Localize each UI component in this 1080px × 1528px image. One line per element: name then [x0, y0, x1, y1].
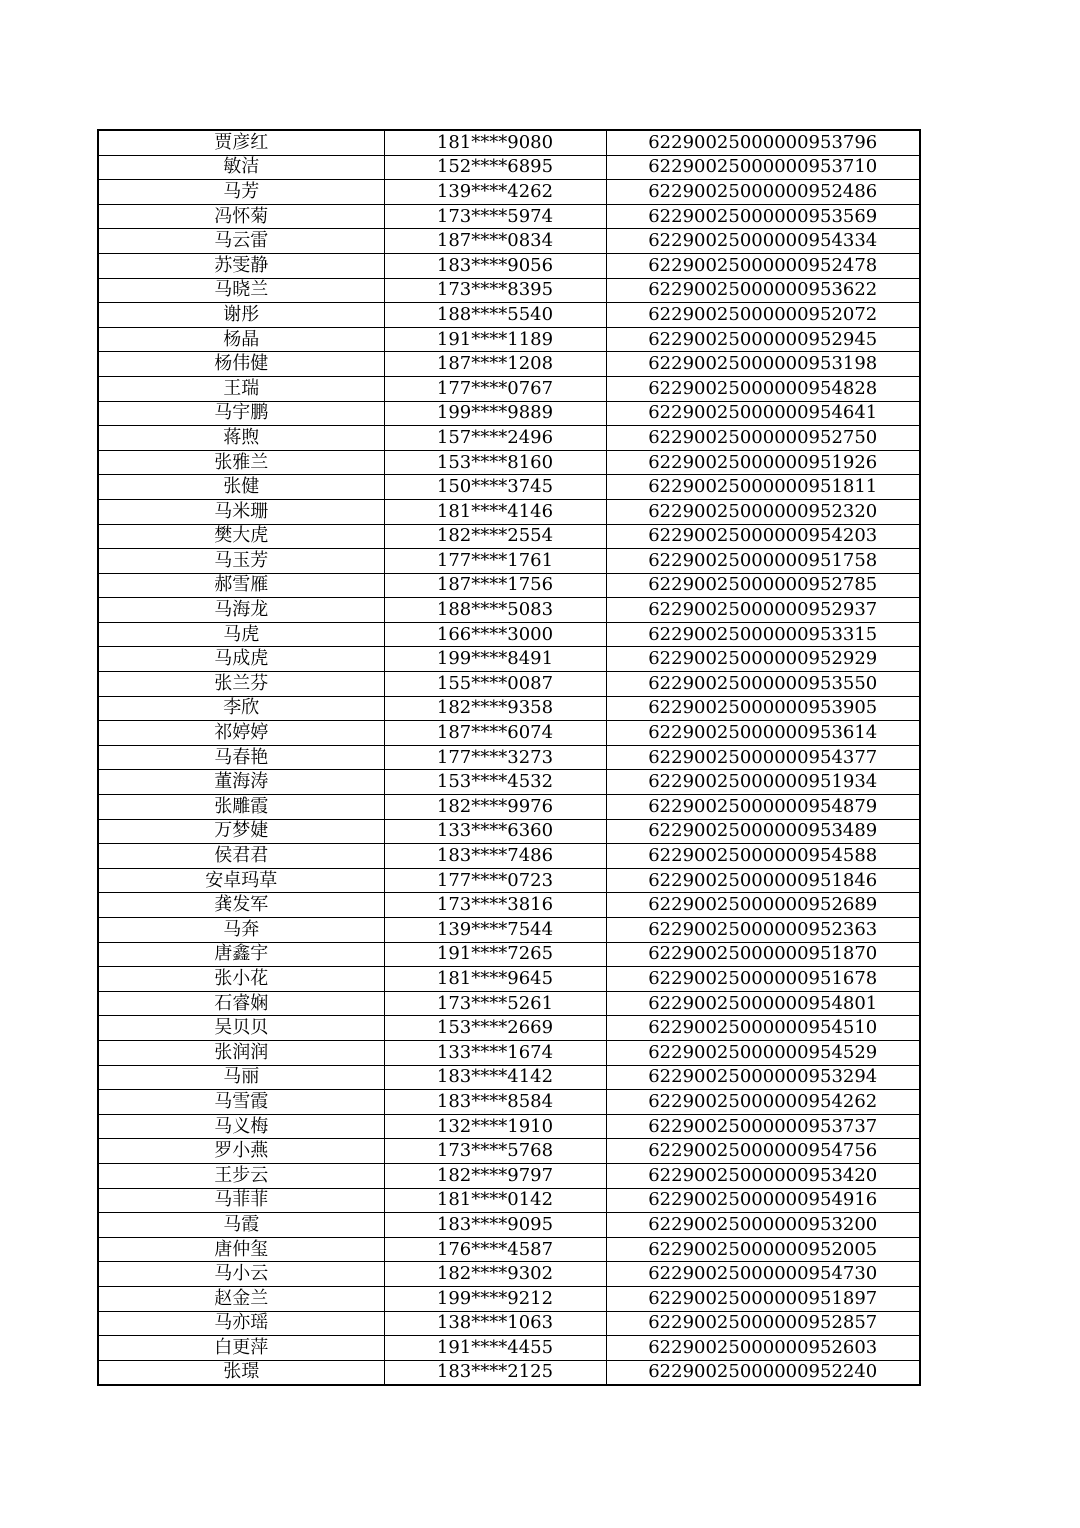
table-row [98, 327, 920, 352]
card-number-cell: 62290025000000953905 [606, 696, 920, 721]
phone-cell: 139****7544 [384, 918, 606, 943]
card-number-cell: 62290025000000951678 [606, 967, 920, 992]
phone-cell: 183****9056 [384, 253, 606, 278]
table-row [98, 967, 920, 992]
name-cell: 张雕霞 [98, 795, 384, 820]
card-number-cell: 62290025000000953489 [606, 819, 920, 844]
phone-cell: 166****3000 [384, 622, 606, 647]
name-cell: 马亦瑶 [98, 1311, 384, 1336]
name-cell: 马云雷 [98, 229, 384, 254]
card-number-cell: 62290025000000953710 [606, 155, 920, 180]
name-cell: 马义梅 [98, 1114, 384, 1139]
name-cell: 安卓玛草 [98, 868, 384, 893]
name-cell: 马海龙 [98, 598, 384, 623]
card-number-cell: 62290025000000953420 [606, 1163, 920, 1188]
table-row [98, 352, 920, 377]
table-row [98, 130, 920, 155]
name-cell: 马芳 [98, 180, 384, 205]
table-row [98, 426, 920, 451]
card-number-cell: 62290025000000952750 [606, 426, 920, 451]
name-cell: 马奔 [98, 918, 384, 943]
name-cell: 龚发军 [98, 893, 384, 918]
phone-cell: 173****5768 [384, 1139, 606, 1164]
name-cell: 马玉芳 [98, 549, 384, 574]
table-row [98, 819, 920, 844]
table-row [98, 918, 920, 943]
card-number-cell: 62290025000000952486 [606, 180, 920, 205]
card-number-cell: 62290025000000952785 [606, 573, 920, 598]
phone-cell: 182****9358 [384, 696, 606, 721]
phone-cell: 173****3816 [384, 893, 606, 918]
table-row [98, 1139, 920, 1164]
table-row [98, 696, 920, 721]
phone-cell: 139****4262 [384, 180, 606, 205]
table-row [98, 1360, 920, 1385]
name-cell: 张健 [98, 475, 384, 500]
table-row [98, 672, 920, 697]
card-number-cell: 62290025000000952689 [606, 893, 920, 918]
table-row [98, 376, 920, 401]
table-row [98, 253, 920, 278]
card-number-cell: 62290025000000954916 [606, 1188, 920, 1213]
card-number-cell: 62290025000000954377 [606, 745, 920, 770]
table-row [98, 573, 920, 598]
phone-cell: 199****8491 [384, 647, 606, 672]
name-cell: 张小花 [98, 967, 384, 992]
roster-table [97, 129, 921, 1386]
name-cell: 郝雪雁 [98, 573, 384, 598]
table-row [98, 1114, 920, 1139]
table-row [98, 1336, 920, 1361]
name-cell: 马雪霞 [98, 1090, 384, 1115]
phone-cell: 153****4532 [384, 770, 606, 795]
table-row [98, 1163, 920, 1188]
table-row [98, 401, 920, 426]
name-cell: 祁婷婷 [98, 721, 384, 746]
name-cell: 赵金兰 [98, 1286, 384, 1311]
phone-cell: 183****9095 [384, 1213, 606, 1238]
table-row [98, 770, 920, 795]
name-cell: 谢彤 [98, 303, 384, 328]
phone-cell: 176****4587 [384, 1237, 606, 1262]
name-cell: 贾彦红 [98, 130, 384, 155]
card-number-cell: 62290025000000952320 [606, 499, 920, 524]
table-row [98, 204, 920, 229]
card-number-cell: 62290025000000953614 [606, 721, 920, 746]
card-number-cell: 62290025000000953569 [606, 204, 920, 229]
name-cell: 吴贝贝 [98, 1016, 384, 1041]
card-number-cell: 62290025000000954588 [606, 844, 920, 869]
phone-cell: 133****6360 [384, 819, 606, 844]
phone-cell: 187****1208 [384, 352, 606, 377]
table-row [98, 1237, 920, 1262]
card-number-cell: 62290025000000953315 [606, 622, 920, 647]
table-row [98, 1213, 920, 1238]
name-cell: 马宇鹏 [98, 401, 384, 426]
card-number-cell: 62290025000000954262 [606, 1090, 920, 1115]
phone-cell: 182****9302 [384, 1262, 606, 1287]
card-number-cell: 62290025000000952945 [606, 327, 920, 352]
card-number-cell: 62290025000000954334 [606, 229, 920, 254]
table-row [98, 450, 920, 475]
phone-cell: 132****1910 [384, 1114, 606, 1139]
phone-cell: 157****2496 [384, 426, 606, 451]
phone-cell: 182****9797 [384, 1163, 606, 1188]
table-row [98, 1262, 920, 1287]
table-row [98, 622, 920, 647]
phone-cell: 188****5083 [384, 598, 606, 623]
name-cell: 杨伟健 [98, 352, 384, 377]
phone-cell: 191****1189 [384, 327, 606, 352]
name-cell: 敏洁 [98, 155, 384, 180]
name-cell: 马丽 [98, 1065, 384, 1090]
table-row [98, 893, 920, 918]
name-cell: 张雅兰 [98, 450, 384, 475]
name-cell: 马虎 [98, 622, 384, 647]
phone-cell: 182****2554 [384, 524, 606, 549]
card-number-cell: 62290025000000953737 [606, 1114, 920, 1139]
card-number-cell: 62290025000000952937 [606, 598, 920, 623]
card-number-cell: 62290025000000954510 [606, 1016, 920, 1041]
card-number-cell: 62290025000000952072 [606, 303, 920, 328]
name-cell: 张璟 [98, 1360, 384, 1385]
card-number-cell: 62290025000000951934 [606, 770, 920, 795]
phone-cell: 183****4142 [384, 1065, 606, 1090]
phone-cell: 173****5261 [384, 991, 606, 1016]
phone-cell: 138****1063 [384, 1311, 606, 1336]
phone-cell: 187****6074 [384, 721, 606, 746]
phone-cell: 177****0767 [384, 376, 606, 401]
phone-cell: 133****1674 [384, 1040, 606, 1065]
card-number-cell: 62290025000000953200 [606, 1213, 920, 1238]
phone-cell: 153****8160 [384, 450, 606, 475]
card-number-cell: 62290025000000954879 [606, 795, 920, 820]
card-number-cell: 62290025000000953294 [606, 1065, 920, 1090]
phone-cell: 191****7265 [384, 942, 606, 967]
table-row [98, 278, 920, 303]
name-cell: 苏雯静 [98, 253, 384, 278]
phone-cell: 155****0087 [384, 672, 606, 697]
table-row [98, 1040, 920, 1065]
name-cell: 万梦婕 [98, 819, 384, 844]
phone-cell: 199****9889 [384, 401, 606, 426]
phone-cell: 183****7486 [384, 844, 606, 869]
name-cell: 马菲菲 [98, 1188, 384, 1213]
name-cell: 王瑞 [98, 376, 384, 401]
phone-cell: 183****8584 [384, 1090, 606, 1115]
card-number-cell: 62290025000000951811 [606, 475, 920, 500]
card-number-cell: 62290025000000952240 [606, 1360, 920, 1385]
card-number-cell: 62290025000000954203 [606, 524, 920, 549]
phone-cell: 182****9976 [384, 795, 606, 820]
card-number-cell: 62290025000000954756 [606, 1139, 920, 1164]
name-cell: 马成虎 [98, 647, 384, 672]
table-row [98, 942, 920, 967]
phone-cell: 150****3745 [384, 475, 606, 500]
card-number-cell: 62290025000000954801 [606, 991, 920, 1016]
phone-cell: 177****1761 [384, 549, 606, 574]
phone-cell: 153****2669 [384, 1016, 606, 1041]
phone-cell: 173****8395 [384, 278, 606, 303]
name-cell: 樊大虎 [98, 524, 384, 549]
card-number-cell: 62290025000000952857 [606, 1311, 920, 1336]
card-number-cell: 62290025000000953550 [606, 672, 920, 697]
table-row [98, 868, 920, 893]
card-number-cell: 62290025000000953198 [606, 352, 920, 377]
table-row [98, 1016, 920, 1041]
card-number-cell: 62290025000000951846 [606, 868, 920, 893]
phone-cell: 177****0723 [384, 868, 606, 893]
phone-cell: 173****5974 [384, 204, 606, 229]
name-cell: 马春艳 [98, 745, 384, 770]
phone-cell: 187****1756 [384, 573, 606, 598]
phone-cell: 181****0142 [384, 1188, 606, 1213]
name-cell: 唐鑫宇 [98, 942, 384, 967]
name-cell: 唐仲玺 [98, 1237, 384, 1262]
name-cell: 石睿娴 [98, 991, 384, 1016]
card-number-cell: 62290025000000951870 [606, 942, 920, 967]
name-cell: 冯怀菊 [98, 204, 384, 229]
name-cell: 王步云 [98, 1163, 384, 1188]
card-number-cell: 62290025000000952363 [606, 918, 920, 943]
card-number-cell: 62290025000000952929 [606, 647, 920, 672]
table-row [98, 1090, 920, 1115]
table-row [98, 180, 920, 205]
name-cell: 董海涛 [98, 770, 384, 795]
phone-cell: 183****2125 [384, 1360, 606, 1385]
name-cell: 马晓兰 [98, 278, 384, 303]
card-number-cell: 62290025000000954529 [606, 1040, 920, 1065]
name-cell: 马米珊 [98, 499, 384, 524]
card-number-cell: 62290025000000952005 [606, 1237, 920, 1262]
card-number-cell: 62290025000000953796 [606, 130, 920, 155]
phone-cell: 181****4146 [384, 499, 606, 524]
name-cell: 蒋煦 [98, 426, 384, 451]
card-number-cell: 62290025000000951926 [606, 450, 920, 475]
phone-cell: 187****0834 [384, 229, 606, 254]
table-row [98, 524, 920, 549]
name-cell: 白更萍 [98, 1336, 384, 1361]
card-number-cell: 62290025000000954730 [606, 1262, 920, 1287]
phone-cell: 188****5540 [384, 303, 606, 328]
table-row [98, 303, 920, 328]
table-row [98, 991, 920, 1016]
name-cell: 杨晶 [98, 327, 384, 352]
table-row [98, 1065, 920, 1090]
table-row [98, 1286, 920, 1311]
name-cell: 侯君君 [98, 844, 384, 869]
table-row [98, 229, 920, 254]
table-row [98, 745, 920, 770]
name-cell: 李欣 [98, 696, 384, 721]
card-number-cell: 62290025000000952478 [606, 253, 920, 278]
table-row [98, 155, 920, 180]
card-number-cell: 62290025000000954641 [606, 401, 920, 426]
table-row [98, 647, 920, 672]
phone-cell: 191****4455 [384, 1336, 606, 1361]
table-row [98, 475, 920, 500]
phone-cell: 177****3273 [384, 745, 606, 770]
card-number-cell: 62290025000000954828 [606, 376, 920, 401]
table-row [98, 499, 920, 524]
phone-cell: 199****9212 [384, 1286, 606, 1311]
name-cell: 张润润 [98, 1040, 384, 1065]
phone-cell: 181****9645 [384, 967, 606, 992]
phone-cell: 181****9080 [384, 130, 606, 155]
table-row [98, 549, 920, 574]
roster-table-body [98, 130, 920, 1385]
table-row [98, 1311, 920, 1336]
phone-cell: 152****6895 [384, 155, 606, 180]
name-cell: 张兰芬 [98, 672, 384, 697]
card-number-cell: 62290025000000952603 [606, 1336, 920, 1361]
name-cell: 罗小燕 [98, 1139, 384, 1164]
name-cell: 马霞 [98, 1213, 384, 1238]
table-row [98, 844, 920, 869]
card-number-cell: 62290025000000953622 [606, 278, 920, 303]
table-row [98, 1188, 920, 1213]
table-row [98, 721, 920, 746]
table-row [98, 598, 920, 623]
name-cell: 马小云 [98, 1262, 384, 1287]
table-row [98, 795, 920, 820]
card-number-cell: 62290025000000951758 [606, 549, 920, 574]
card-number-cell: 62290025000000951897 [606, 1286, 920, 1311]
